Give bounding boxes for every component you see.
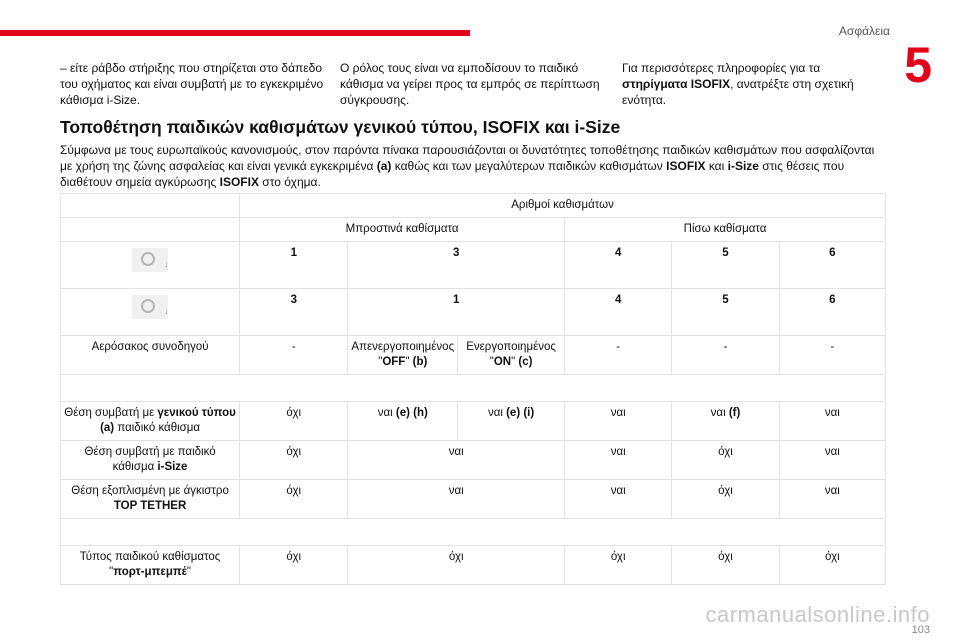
isize-label-bold: i-Size — [157, 461, 188, 473]
seat-number-cell: 4 — [565, 289, 672, 336]
seat-number-cell: 6 — [779, 289, 885, 336]
seat-number-cell: 4 — [565, 242, 672, 289]
airbag-off-label: Απενεργοποιημένος — [351, 341, 455, 353]
toptether-cell: ναι — [348, 480, 565, 519]
isize-cell: όχι — [240, 441, 348, 480]
universal-ref: (e) (i) — [506, 407, 535, 419]
seat-numbers-header: Αριθμοί καθισμάτων — [240, 194, 886, 218]
isize-cell: ναι — [779, 441, 885, 480]
isize-cell: ναι — [348, 441, 565, 480]
intro-isize: i-Size — [727, 159, 759, 173]
left-hand-drive-icon: ↓ — [132, 248, 168, 272]
seat-number-cell: 3 — [240, 289, 348, 336]
airbag-cell: - — [565, 336, 672, 375]
table-row — [61, 546, 886, 585]
universal-label — [61, 402, 240, 441]
universal-cell — [348, 402, 458, 441]
intro-isofix-2: ISOFIX — [219, 175, 259, 189]
booster-label — [61, 546, 240, 585]
toptether-cell: όχι — [672, 480, 779, 519]
table-row — [61, 402, 886, 441]
universal-label-a: Θέση συμβατή με — [64, 407, 158, 419]
universal-ref: (e) (h) — [395, 407, 428, 419]
universal-label-b: παιδικό κάθισμα — [114, 422, 201, 434]
universal-cell: ναι — [779, 402, 885, 441]
table-spacer-row — [61, 519, 886, 546]
intro-p4: στις θέσεις που διαθέτουν σημεία αγκύρωσης — [60, 159, 845, 189]
spacer-cell — [61, 375, 886, 402]
booster-label-text: Τύπος παιδικού καθίσματος — [79, 551, 221, 563]
intro-p3: και — [705, 159, 728, 173]
toptether-label — [61, 480, 240, 519]
booster-label-bold: πορτ-μπεμπέ — [113, 566, 187, 578]
airbag-label: Αερόσακος συνοδηγού — [61, 336, 240, 375]
front-seats-header: Μπροστινά καθίσματα — [240, 218, 565, 242]
universal-label-bold: γενικού τύπου — [157, 407, 236, 419]
airbag-on-ref: (c) — [518, 356, 533, 368]
right-hand-drive-icon: ↓ — [132, 295, 168, 319]
toptether-cell: ναι — [779, 480, 885, 519]
lhd-icon-cell — [61, 242, 240, 289]
airbag-off-value: OFF — [382, 356, 406, 368]
booster-cell: όχι — [779, 546, 885, 585]
toptether-label-bold: TOP TETHER — [113, 500, 187, 512]
intro-paragraph — [60, 142, 875, 190]
airbag-on-cell — [458, 336, 565, 375]
airbag-cell: - — [779, 336, 885, 375]
isize-label-text: Θέση συμβατή με παιδικό κάθισμα — [84, 446, 216, 473]
airbag-off-cell — [348, 336, 458, 375]
airbag-on-quote-close: " — [511, 356, 519, 368]
universal-value: ναι — [377, 407, 396, 419]
airbag-cell: - — [672, 336, 779, 375]
page-number: 103 — [911, 624, 930, 636]
table-row — [61, 289, 886, 336]
universal-label-ref: (a) — [100, 422, 115, 434]
section-title: Ασφάλεια — [838, 24, 890, 38]
table-row — [61, 441, 886, 480]
rear-seats-header: Πίσω καθίσματα — [565, 218, 886, 242]
table-spacer-row — [61, 375, 886, 402]
table-row — [61, 194, 886, 218]
text-column-1: – είτε ράβδο στήριξης που στηρίζεται στο δάπεδο του οχήματος και είναι συμβατή με το εγκεκριμένο κάθισμα i-Size. — [60, 61, 324, 107]
booster-quote-open: " — [109, 566, 114, 578]
seat-number-cell: 5 — [672, 289, 779, 336]
table-corner-cell — [61, 194, 240, 218]
universal-cell — [458, 402, 565, 441]
airbag-cell: - — [240, 336, 348, 375]
airbag-off-ref: (b) — [412, 356, 428, 368]
c3-text-c: , ανατρέξτε στη σχετική ενότητα. — [622, 77, 854, 107]
child-seat-table — [60, 193, 886, 585]
booster-quote-close: " — [186, 566, 191, 578]
toptether-label-text: Θέση εξοπλισμένη με άγκιστρο — [71, 485, 229, 497]
header-red-bar — [0, 30, 470, 36]
airbag-on-label: Ενεργοποιημένος — [466, 341, 556, 353]
seat-number-cell: 1 — [348, 289, 565, 336]
seat-number-cell: 6 — [779, 242, 885, 289]
booster-cell: όχι — [672, 546, 779, 585]
table-row — [61, 336, 886, 375]
toptether-cell: ναι — [565, 480, 672, 519]
c3-text-a: Για περισσότερες πληροφορίες για τα — [622, 61, 821, 75]
universal-ref: (f) — [728, 407, 741, 419]
section-heading: Τοποθέτηση παιδικών καθισμάτων γενικού τύπου, ISOFIX και i-Size — [60, 117, 621, 137]
table-blank-cell — [61, 218, 240, 242]
chapter-number: 5 — [904, 37, 932, 93]
intro-isofix: ISOFIX — [666, 159, 706, 173]
universal-cell: ναι — [565, 402, 672, 441]
airbag-on-quote-open: " — [489, 356, 494, 368]
intro-p2: καθώς και των μεγαλύτερων παιδικών καθισμάτων — [391, 159, 667, 173]
airbag-off-quote-close: " — [405, 356, 413, 368]
rhd-icon-cell — [61, 289, 240, 336]
universal-value: ναι — [710, 407, 729, 419]
isize-cell: όχι — [672, 441, 779, 480]
text-column-3 — [622, 60, 872, 108]
intro-ref-a: (a) — [376, 159, 392, 173]
airbag-off-quote-open: " — [378, 356, 383, 368]
isize-cell: ναι — [565, 441, 672, 480]
table-row — [61, 242, 886, 289]
seat-number-cell: 1 — [240, 242, 348, 289]
booster-cell: όχι — [240, 546, 348, 585]
toptether-cell: όχι — [240, 480, 348, 519]
intro-p1: Σύμφωνα με τους ευρωπαϊκούς κανονισμούς, στον παρόντα πίνακα παρουσιάζονται οι δυνατότητες τοποθέτησης παιδικών καθισμάτων που ασφαλίζονται με χρήση της ζώνης ασφαλείας και είναι γενικά εγκεκριμένα — [60, 143, 875, 173]
intro-p5: στο όχημα. — [258, 175, 321, 189]
watermark: carmanualsonline.info — [705, 602, 930, 627]
universal-cell: όχι — [240, 402, 348, 441]
isofix-link-text: στηρίγματα ISOFIX — [622, 77, 731, 91]
booster-cell: όχι — [565, 546, 672, 585]
text-column-2: Ο ρόλος τους είναι να εμποδίσουν το παιδικό κάθισμα να γείρει προς τα εμπρός σε περίπτωση σύγκρουσης. — [340, 61, 600, 107]
universal-cell — [672, 402, 779, 441]
airbag-on-value: ON — [493, 356, 512, 368]
seat-number-cell: 3 — [348, 242, 565, 289]
isize-label — [61, 441, 240, 480]
spacer-cell — [61, 519, 886, 546]
seat-number-cell: 5 — [672, 242, 779, 289]
table-row — [61, 218, 886, 242]
table-row — [61, 480, 886, 519]
booster-cell: όχι — [348, 546, 565, 585]
universal-value: ναι — [487, 407, 507, 419]
